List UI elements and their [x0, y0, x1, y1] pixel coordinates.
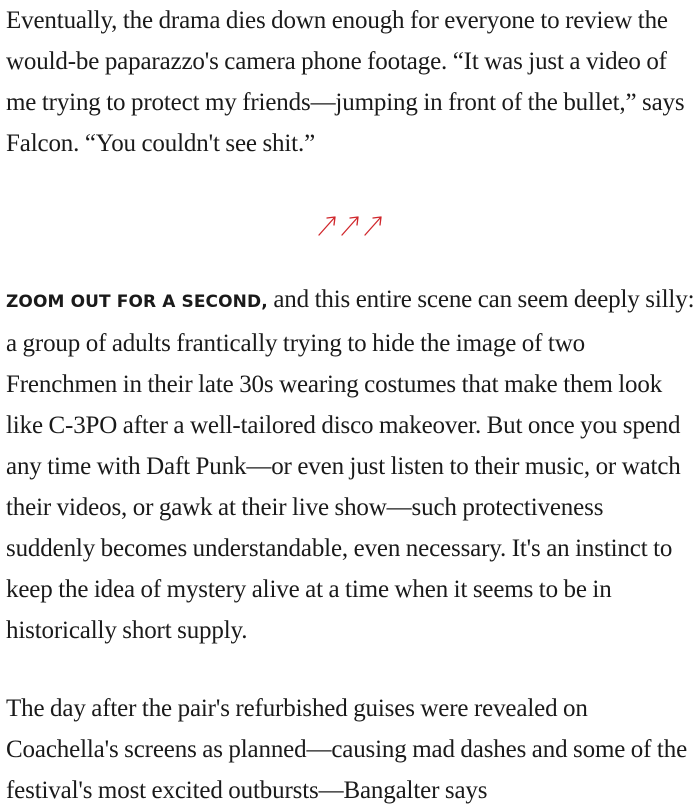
arrow-1-icon [319, 217, 335, 235]
arrow-3-icon [365, 217, 381, 235]
section-divider [314, 208, 394, 240]
section-lead-in: ZOOM OUT FOR A SECOND, [6, 292, 268, 312]
article-paragraph: Eventually, the drama dies down enough for everyone to review the would-be paparazzo's camera phone footage. “It was just a video of me trying to protect my friends—jumping in front of the bullet,” says Falcon. “You couldn't see shit.” [6, 7, 685, 157]
three-diagonal-arrows-icon [314, 208, 394, 240]
arrow-2-icon [342, 217, 358, 235]
article-paragraph: The day after the pair's refurbished guises were revealed on Coachella's screens as planned—causing mad dashes and some of the festival's most excited outbursts—Bangalter says [6, 695, 688, 804]
paragraph-text: and this entire scene can seem deeply silly: a group of adults frantically trying to hide the image of two Frenchmen in their late 30s wearing costumes that make them look like C-3PO after a well-tailored disco makeover. But once you spend any time with Daft Punk—or even just listen to their music, or watch their videos, or gawk at their live show—such protectiveness suddenly becomes understandable, even necessary. It's an instinct to keep the idea of mystery alive at a time when it seems to be in historically short supply. [6, 286, 695, 644]
article-paragraph [6, 279, 696, 651]
